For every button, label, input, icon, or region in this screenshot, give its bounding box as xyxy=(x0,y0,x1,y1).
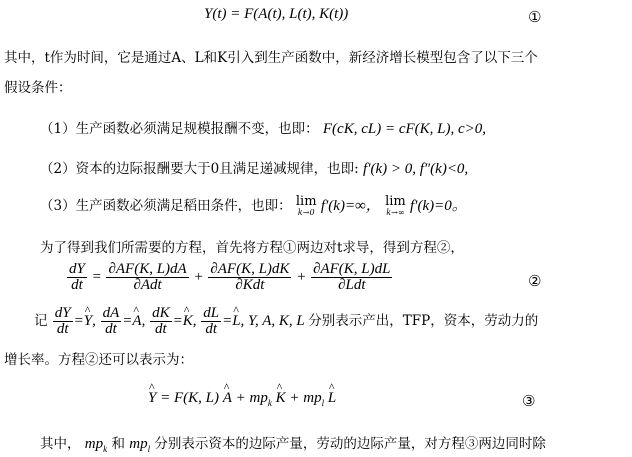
eq2-term-1: $\frac{\partial AF(K, L)dA}{\text{∂Adt}}$ xyxy=(108,261,187,293)
equation-2: $\frac{dY}{dt}$ = $\frac{\partial AF(K, L)dA}{\text{∂Adt}}$ + $\frac{\partial AF(K, L)dK}{\text{∂Kdt}}$ + $\frac{\partial AF(K, L)dL}{\text{∂Ldt}}$ xyxy=(69,261,391,293)
equation-2-number: ② xyxy=(528,272,542,290)
condition-2-math: f′(k) > 0, f″(k)<0, xyxy=(363,161,469,177)
eq2-term-2: $\frac{\partial AF(K, L)dK}{\text{∂Kdt}}$ xyxy=(210,261,290,293)
limit-1-expression: f′(k)=∞， xyxy=(320,198,381,214)
paragraph-2: 为了得到我们所需要的方程，首先将方程①两边对t求导，得到方程②， xyxy=(40,240,464,256)
condition-3-text: （3）生产函数必须满足稻田条件，也即： xyxy=(40,198,292,214)
equation-3: ^ Y = F(K, L) ^ $A + mp_k$ ^ $K + mp_l$ ^ L xyxy=(148,390,336,408)
limit-1: lim k→0 xyxy=(295,193,317,217)
condition-2 xyxy=(40,157,468,178)
condition-1-text: （1）生产函数必须满足规模报酬不变，也即： xyxy=(40,121,319,137)
eq2-term-3: $\frac{\partial AF(K, L)dL}{\text{∂Ldt}}$ xyxy=(313,261,391,293)
paragraph-1-line-1: 其中，t作为时间，它是通过A、L和K引入到生产函数中，新经济增长模型包含了以下三个 xyxy=(4,50,538,66)
eq1-lhs: Y(t) = xyxy=(204,6,241,22)
notation-line-2: 增长率。方程②还可以表示为： xyxy=(4,352,193,368)
paragraph-3: 其中， $mp_k$ 和 $mp_l$ 分别表示资本的边际产量，劳动的边际产量，对方程③两边同时除 xyxy=(40,436,546,454)
notation-suffix: 分别表示产出，TFP，资本，劳动力的 xyxy=(308,312,539,329)
notation-fraction-k: $\frac{dK}{dt}$ xyxy=(152,305,170,337)
eq2-lhs-fraction: $\frac{dY}{dt}$ xyxy=(69,261,85,293)
equation-1-number: ① xyxy=(528,8,542,26)
limit-2: lim k→∞ xyxy=(385,193,406,217)
notation-line: 记 $\frac{dY}{dt}$ =^ Y, $\frac{dA}{dt}$ =^ A, $\frac{dK}{dt}$ =^ K, $\frac{dL}{dt}$ =^ L, Y, A, K, L 分别表示产出，TFP，资本，劳动力的 xyxy=(34,306,538,337)
paragraph-1-line-2: 假设条件： xyxy=(4,80,72,96)
notation-hat-list: Y, A, K, L xyxy=(248,312,305,329)
notation-fraction-l: $\frac{dL}{dt}$ xyxy=(203,305,220,337)
equation-3-number: ③ xyxy=(522,392,536,410)
condition-2-text: （2）资本的边际报酬要大于0且满足递减规律，也即: xyxy=(40,161,359,177)
condition-3 xyxy=(40,194,467,218)
eq1-rhs: F(A(t), L(t), K(t)) xyxy=(244,6,349,22)
notation-fraction-a: $\frac{dA}{dt}$ xyxy=(102,305,120,337)
notation-fraction-y: $\frac{dY}{dt}$ xyxy=(54,305,71,337)
limit-2-expression: f′(k)=0。 xyxy=(410,198,467,214)
equation-1 xyxy=(204,6,348,23)
condition-1 xyxy=(40,117,486,138)
condition-1-math: F(cK, cL) = cF(K, L), c>0, xyxy=(322,121,487,137)
